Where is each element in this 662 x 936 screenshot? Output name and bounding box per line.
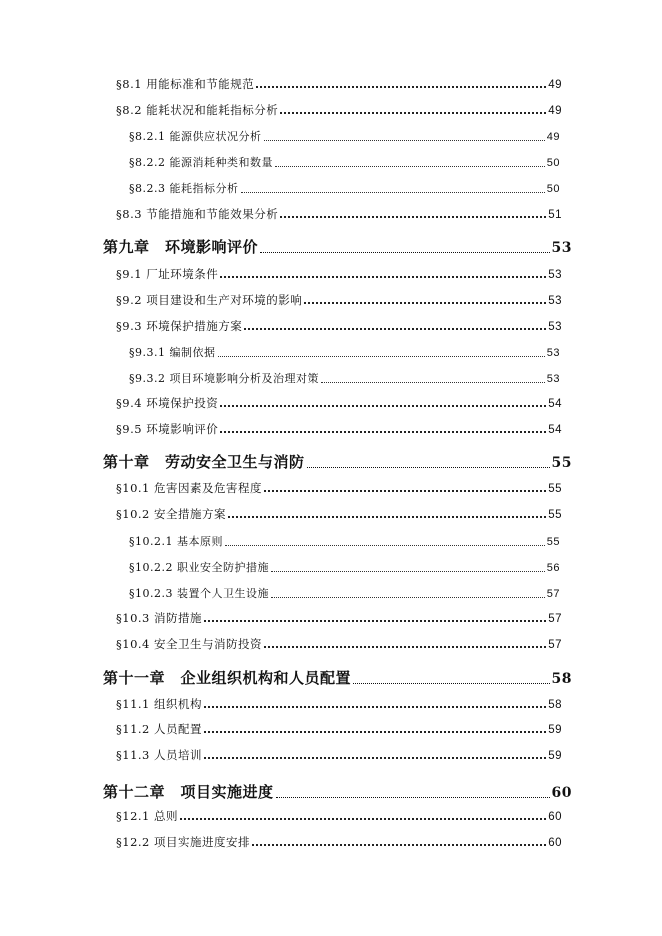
toc-entry-page-number: 53 xyxy=(548,295,562,307)
toc-entry-page-number: 55 xyxy=(548,509,562,521)
dot-leader xyxy=(321,382,545,383)
toc-section-entry[interactable] xyxy=(116,292,562,308)
toc-section-entry[interactable] xyxy=(116,610,562,626)
toc-entry-page-number: 51 xyxy=(548,209,562,221)
dot-leader xyxy=(275,166,545,167)
dot-leader xyxy=(204,757,546,759)
toc-section-entry[interactable] xyxy=(116,506,562,522)
toc-entry-page-number: 53 xyxy=(546,373,560,385)
toc-entry-title: §9.3.1 编制依据 xyxy=(129,346,216,359)
toc-entry-page-number: 55 xyxy=(546,536,560,548)
toc-entry-page-number: 56 xyxy=(546,562,560,574)
toc-section-entry[interactable] xyxy=(116,395,562,411)
toc-entry-title: §10.2.1 基本原则 xyxy=(129,535,223,548)
toc-subsection-entry[interactable] xyxy=(129,370,560,386)
toc-entry-title: §9.4 环境保护投资 xyxy=(116,396,219,410)
toc-subsection-entry[interactable] xyxy=(129,128,560,144)
toc-entry-title: 第十二章 项目实施进度 xyxy=(103,783,274,801)
toc-entry-page-number: 59 xyxy=(548,750,562,762)
toc-subsection-entry[interactable] xyxy=(129,344,560,360)
dot-leader xyxy=(180,818,546,820)
toc-chapter-entry[interactable] xyxy=(103,236,572,256)
dot-leader xyxy=(307,467,550,468)
toc-entry-title: §12.2 项目实施进度安排 xyxy=(116,835,251,849)
toc-entry-page-number: 50 xyxy=(546,183,560,195)
toc-entry-title: §8.2 能耗状况和能耗指标分析 xyxy=(116,103,279,117)
toc-entry-title: §11.1 组织机构 xyxy=(116,697,203,711)
dot-leader xyxy=(220,276,546,278)
toc-entry-page-number: 53 xyxy=(546,347,560,359)
toc-entry-page-number: 60 xyxy=(548,811,562,823)
toc-entry-page-number: 53 xyxy=(551,240,572,256)
toc-section-entry[interactable] xyxy=(116,102,562,118)
toc-entry-title: §8.1 用能标准和节能规范 xyxy=(116,77,255,91)
toc-section-entry[interactable] xyxy=(116,421,562,437)
toc-section-entry[interactable] xyxy=(116,834,562,850)
dot-leader xyxy=(228,516,546,518)
toc-subsection-entry[interactable] xyxy=(129,533,560,549)
toc-entry-page-number: 53 xyxy=(548,269,562,281)
dot-leader xyxy=(280,112,546,114)
toc-section-entry[interactable] xyxy=(116,636,562,652)
toc-section-entry[interactable] xyxy=(116,721,562,737)
dot-leader xyxy=(264,646,546,648)
toc-section-entry[interactable] xyxy=(116,696,562,712)
dot-leader xyxy=(256,86,546,88)
toc-entry-page-number: 54 xyxy=(548,424,562,436)
toc-entry-page-number: 53 xyxy=(548,321,562,333)
toc-entry-title: 第十一章 企业组织机构和人员配置 xyxy=(103,669,352,687)
toc-section-entry[interactable] xyxy=(116,76,562,92)
toc-subsection-entry[interactable] xyxy=(129,154,560,170)
toc-entry-title: §10.1 危害因素及危害程度 xyxy=(116,481,263,495)
dot-leader xyxy=(264,490,546,492)
dot-leader xyxy=(241,192,545,193)
toc-entry-title: §10.3 消防措施 xyxy=(116,611,203,625)
toc-entry-title: 第九章 环境影响评价 xyxy=(103,238,259,256)
toc-entry-page-number: 59 xyxy=(548,724,562,736)
dot-leader xyxy=(220,431,546,433)
toc-entry-page-number: 49 xyxy=(548,79,562,91)
dot-leader xyxy=(218,356,545,357)
dot-leader xyxy=(204,620,546,622)
toc-entry-page-number: 57 xyxy=(548,639,562,651)
toc-entry-title: §9.3.2 项目环境影响分析及治理对策 xyxy=(129,372,319,385)
dot-leader xyxy=(204,706,546,708)
dot-leader xyxy=(252,844,546,846)
toc-entry-page-number: 57 xyxy=(548,613,562,625)
toc-entry-title: §9.3 环境保护措施方案 xyxy=(116,319,243,333)
dot-leader xyxy=(204,731,546,733)
dot-leader xyxy=(220,405,546,407)
dot-leader xyxy=(271,571,545,572)
toc-entry-title: §9.2 项目建设和生产对环境的影响 xyxy=(116,293,303,307)
toc-entry-title: §8.3 节能措施和节能效果分析 xyxy=(116,207,279,221)
toc-section-entry[interactable] xyxy=(116,480,562,496)
dot-leader xyxy=(280,216,546,218)
toc-entry-page-number: 55 xyxy=(548,483,562,495)
toc-subsection-entry[interactable] xyxy=(129,180,560,196)
toc-section-entry[interactable] xyxy=(116,266,562,282)
toc-entry-title: 第十章 劳动安全卫生与消防 xyxy=(103,453,305,471)
toc-entry-page-number: 49 xyxy=(546,131,560,143)
dot-leader xyxy=(264,140,545,141)
dot-leader xyxy=(260,252,550,253)
toc-entry-title: §8.2.1 能源供应状况分析 xyxy=(129,130,262,143)
toc-entry-page-number: 58 xyxy=(548,699,562,711)
toc-entry-page-number: 57 xyxy=(546,588,560,600)
dot-leader xyxy=(304,302,546,304)
toc-entry-title: §10.2.2 职业安全防护措施 xyxy=(129,561,269,574)
toc-entry-title: §10.4 安全卫生与消防投资 xyxy=(116,637,263,651)
toc-entry-title: §8.2.2 能源消耗种类和数量 xyxy=(129,156,273,169)
toc-entry-page-number: 50 xyxy=(546,157,560,169)
toc-entry-title: §9.5 环境影响评价 xyxy=(116,422,219,436)
dot-leader xyxy=(244,328,546,330)
toc-entry-page-number: 60 xyxy=(551,785,572,801)
dot-leader xyxy=(276,797,550,798)
dot-leader xyxy=(271,597,545,598)
toc-section-entry[interactable] xyxy=(116,747,562,763)
toc-entry-title: §11.2 人员配置 xyxy=(116,722,203,736)
toc-chapter-entry[interactable] xyxy=(103,667,572,687)
toc-subsection-entry[interactable] xyxy=(129,559,560,575)
dot-leader xyxy=(353,683,550,684)
toc-entry-title: §10.2 安全措施方案 xyxy=(116,507,227,521)
toc-entry-title: §11.3 人员培训 xyxy=(116,748,203,762)
toc-chapter-entry[interactable] xyxy=(103,451,572,471)
toc-entry-title: §8.2.3 能耗指标分析 xyxy=(129,182,239,195)
toc-section-entry[interactable] xyxy=(116,318,562,334)
toc-chapter-entry[interactable] xyxy=(103,781,572,801)
toc-entry-page-number: 58 xyxy=(551,671,572,687)
toc-entry-page-number: 49 xyxy=(548,105,562,117)
toc-entry-page-number: 60 xyxy=(548,837,562,849)
toc-subsection-entry[interactable] xyxy=(129,585,560,601)
toc-section-entry[interactable] xyxy=(116,808,562,824)
toc-entry-title: §10.2.3 装置个人卫生设施 xyxy=(129,587,269,600)
toc-section-entry[interactable] xyxy=(116,206,562,222)
toc-entry-title: §9.1 厂址环境条件 xyxy=(116,267,219,281)
toc-entry-page-number: 54 xyxy=(548,398,562,410)
toc-entry-title: §12.1 总则 xyxy=(116,809,179,823)
dot-leader xyxy=(225,545,545,546)
toc-entry-page-number: 55 xyxy=(551,455,572,471)
